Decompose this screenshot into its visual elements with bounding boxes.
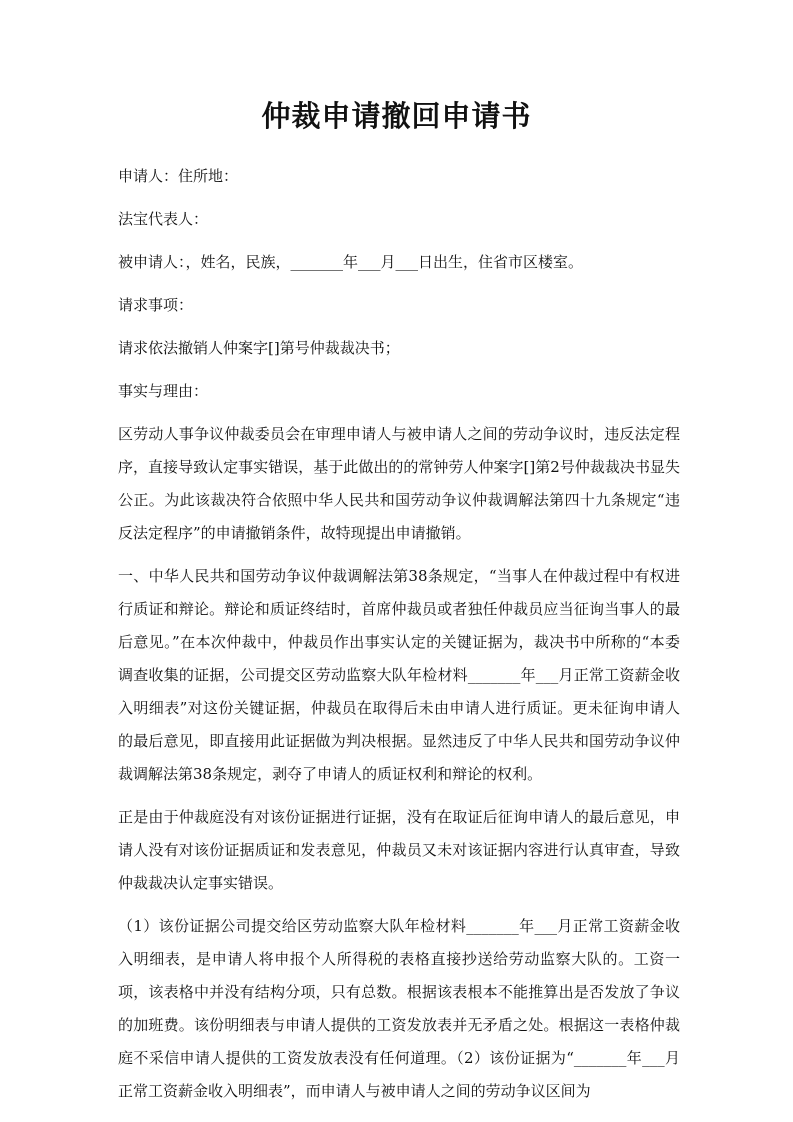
paragraph-1: 区劳动人事争议仲裁委员会在审理申请人与被申请人之间的劳动争议时，违反法定程序，直接导致认定事实错误，基于此做出的的常钟劳人仲案字[]第2号仲裁裁决书显失公正。为此该裁决符合依照中华人民共和国劳动争议仲裁调解法第四十九条规定“违反法定程序”的申请撤销条件，故特现提出申请撤销。	[118, 425, 680, 542]
document-title: 仲裁申请撤回申请书	[261, 99, 532, 133]
facts-reasons-heading: 事实与理由：	[118, 382, 209, 400]
applicant-line: 申请人：住所地：	[118, 167, 239, 185]
paragraph-3: 正是由于仲裁庭没有对该份证据进行证据，没有在取证后征询申请人的最后意见，申请人没有对该份证据质证和发表意见，仲裁员又未对该证据内容进行认真审查，导致仲裁裁决认定事实错误。	[118, 808, 680, 892]
respondent-line: 被申请人：，姓名，民族，_______年___月___日出生，住省市区楼室。	[118, 253, 584, 271]
paragraph-4: （1）该份证据公司提交给区劳动监察大队年检材料_______年___月正常工资薪金收入明细表，是申请人将申报个人所得税的表格直接抄送给劳动监察大队的。工资一项，该表格中并没有结构分项，只有总数。根据该表根本不能推算出是否发放了争议的加班费。该份明细表与申请人提供的工资发放表并无矛盾之处。根据这一表格仲裁庭不采信申请人提供的工资发放表没有任何道理。（2）该份证据为“_______年___月正常工资薪金收入明细表”，而申请人与被申请人之间的劳动争议区间为	[118, 917, 680, 1100]
request-item: 请求依法撤销人仲案字[]第号仲裁裁决书；	[118, 339, 400, 357]
legal-representative-line: 法宝代表人：	[118, 210, 209, 228]
document-body	[118, 160, 680, 1118]
request-heading: 请求事项：	[118, 296, 194, 314]
paragraph-2: 一、中华人民共和国劳动争议仲裁调解法第38条规定，“当事人在仲裁过程中有权进行质证和辩论。辩论和质证终结时，首席仲裁员或者独任仲裁员应当征询当事人的最后意见。”在本次仲裁中，仲裁员作出事实认定的关键证据为，裁决书中所称的“本委调查收集的证据，公司提交区劳动监察大队年检材料_______年___月正常工资薪金收入明细表”对这份关键证据，仲裁员在取得后未由申请人进行质证。更未征询申请人的最后意见，即直接用此证据做为判决根据。显然违反了中华人民共和国劳动争议仲裁调解法第38条规定，剥夺了申请人的质证权利和辩论的权利。	[118, 567, 680, 783]
